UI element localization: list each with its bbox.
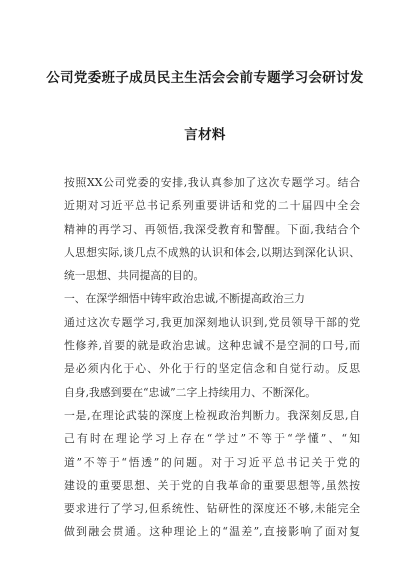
body-line: 做到融会贯通。这种理论上的“温差”,直接影响了面对复 — [64, 525, 360, 539]
document-title-line-2: 言材料 — [184, 127, 226, 143]
document-body — [64, 171, 360, 544]
body-line: 近期对习近平总书记系列重要讲话和党的二十届四中全会 — [64, 199, 360, 213]
body-line: 道”不等于“悟透”的问题。对于习近平总书记关于党的 — [64, 455, 360, 469]
body-line: 要求进行了学习,但系统性、钻研性的深度还不够,未能完全 — [64, 502, 360, 516]
body-line: 精神的再学习、再领悟,我深受教育和警醒。下面,我结合个 — [64, 222, 360, 236]
body-line: 是必须内化于心、外化于行的坚定信念和自觉行动。反思 — [64, 362, 360, 376]
body-line: 建设的重要思想、关于党的自我革命的重要思想等,虽然按 — [64, 478, 360, 492]
body-line: 一是,在理论武装的深度上检视政治判断力。我深刻反思,自 — [64, 408, 360, 422]
document-title-line-1: 公司党委班子成员民主生活会会前专题学习会研讨发 — [46, 70, 364, 86]
body-line: 自身,我感到要在“忠诚”二字上持续用力、不断深化。 — [64, 385, 317, 399]
section-heading: 一、在深学细悟中铸牢政治忠诚,不断提高政治三力 — [64, 292, 305, 306]
body-line: 人思想实际,谈几点不成熟的认识和体会,以期达到深化认识、 — [64, 245, 360, 259]
body-line: 性修养,首要的就是政治忠诚。这种忠诚不是空洞的口号,而 — [64, 339, 360, 353]
body-line: 己有时在理论学习上存在“学过”不等于“学懂”、“知 — [64, 432, 360, 446]
body-line: 统一思想、共同提高的目的。 — [64, 269, 205, 283]
body-line: 通过这次专题学习,我更加深刻地认识到,党员领导干部的党 — [64, 315, 360, 329]
body-line: 按照XX公司党委的安排,我认真参加了这次专题学习。结合 — [64, 176, 360, 189]
